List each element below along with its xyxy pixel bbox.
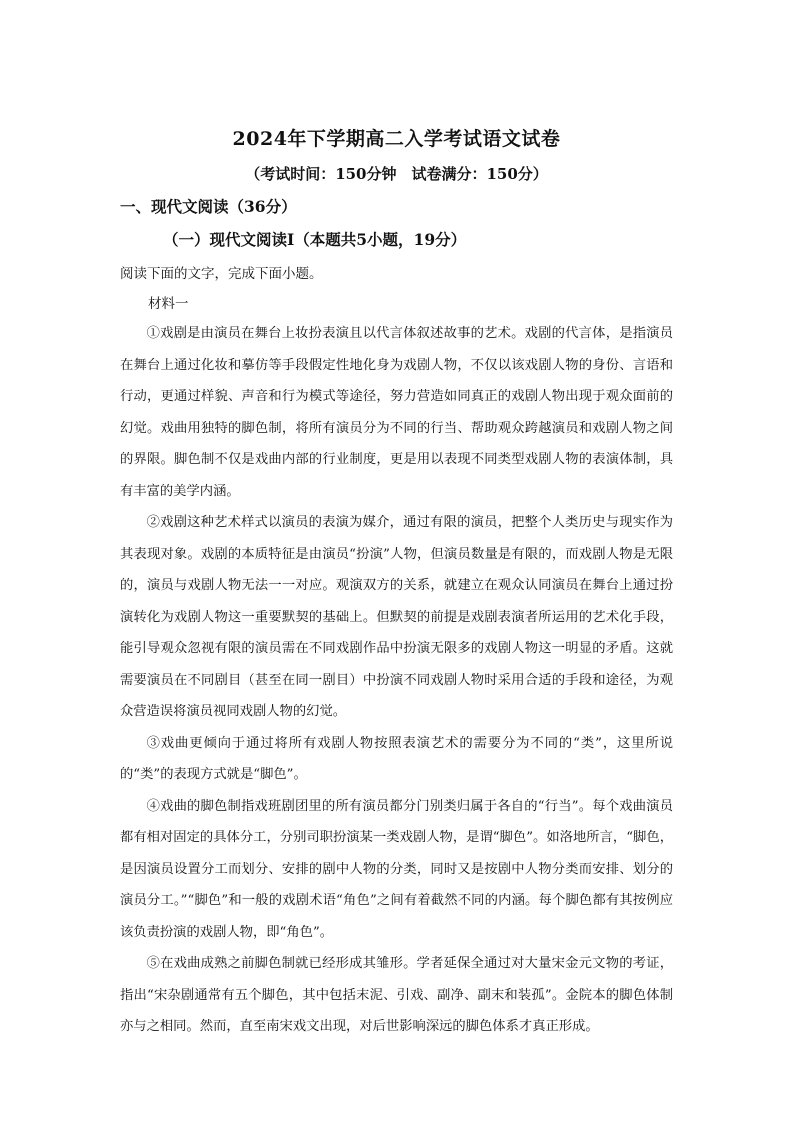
exam-time-info: （考试时间：150分钟 试卷满分：150分） bbox=[245, 165, 548, 183]
paragraph-3: ③戏曲更倾向于通过将所有戏剧人物按照表演艺术的需要分为不同的“类”，这里所说的“类”的表现方式就是“脚色”。 bbox=[120, 735, 673, 782]
paragraph-4: ④戏曲的脚色制指戏班剧团里的所有演员都分门别类归属于各自的“行当”。每个戏曲演员都有相对固定的具体分工，分别司职扮演某一类戏剧人物，是谓“脚色”。如洛地所言，“脚色，是因演员设置分工而划分、安排的剧中人物的分类，同时又是按剧中人物分类而安排、划分的演员分工。”“脚色”和一般的戏剧术语“角色”之间有着截然不同的内涵。每个脚色都有其按例应该负责扮演的戏剧人物，即“角色”。 bbox=[120, 798, 673, 940]
paragraph-5: ⑤在戏曲成熟之前脚色制就已经形成其雏形。学者延保全通过对大量宋金元文物的考证，指出“宋杂剧通常有五个脚色，其中包括末泥、引戏、副净、副末和装孤”。金院本的脚色体制亦与之相同。然而，直至南宋戏文出现，对后世影响深远的脚色体系才真正形成。 bbox=[120, 956, 673, 1034]
section-heading: 一、现代文阅读（36分） bbox=[120, 197, 297, 216]
paragraph-1: ①戏剧是由演员在舞台上妆扮表演且以代言体叙述故事的艺术。戏剧的代言体，是指演员在舞台上通过化妆和摹仿等手段假定性地化身为戏剧人物，不仅以该戏剧人物的身份、言语和行动，更通过样貌、声音和行为模式等途径，努力营造如同真正的戏剧人物出现于观众面前的幻觉。戏曲用独特的脚色制，将所有演员分为不同的行当、帮助观众跨越演员和戏剧人物之间的界限。脚色制不仅是戏曲内部的行业制度，更是用以表现不同类型戏剧人物的表演体制，具有丰富的美学内涵。 bbox=[120, 326, 673, 499]
passage-body bbox=[120, 318, 673, 1043]
reading-instruction: 阅读下面的文字，完成下面小题。 bbox=[120, 266, 323, 282]
paragraph-2: ②戏剧这种艺术样式以演员的表演为媒介，通过有限的演员，把整个人类历史与现实作为其表现对象。戏剧的本质特征是由演员“扮演”人物，但演员数量是有限的，而戏剧人物是无限的，演员与戏剧人物无法一一对应。观演双方的关系，就建立在观众认同演员在舞台上通过扮演转化为戏剧人物这一重要默契的基础上。但默契的前提是戏剧表演者所运用的艺术化手段，能引导观众忽视有限的演员需在不同戏剧作品中扮演无限多的戏剧人物这一明显的矛盾。这就需要演员在不同剧目（甚至在同一剧目）中扮演不同戏剧人物时采用合适的手段和途径，为观众营造误将演员视同戏剧人物的幻觉。 bbox=[120, 515, 673, 719]
exam-title: 2024年下学期高二入学考试语文试卷 bbox=[232, 128, 561, 150]
subsection-heading: （一）现代文阅读I（本题共5小题，19分） bbox=[163, 230, 467, 249]
material-label: 材料一 bbox=[148, 296, 189, 312]
